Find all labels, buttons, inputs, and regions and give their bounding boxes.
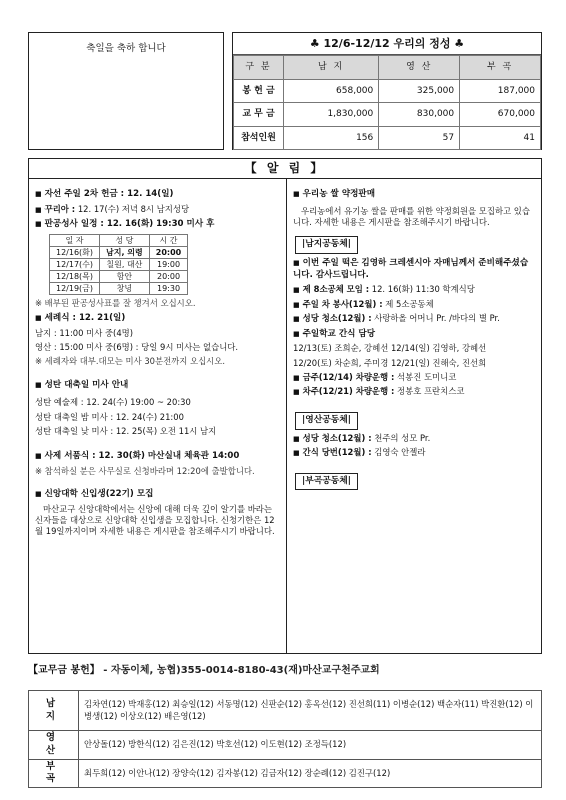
notice-item (293, 299, 534, 310)
notice-title: 이번 주일 떡은 김영하 크레센시아 자매님께서 준비해주셨습니다. 감사드립니다. (293, 258, 529, 280)
offering-table (233, 55, 541, 150)
schedule-date: 12/18(목) (50, 270, 100, 282)
offering-account-line (28, 664, 542, 682)
donor-row (29, 759, 542, 788)
schedule-date: 12/16(화) (50, 246, 100, 258)
offering-value: 658,000 (284, 79, 379, 103)
donor-row (29, 731, 542, 760)
notice-text: 영산 : 15:00 미사 중(6명) : 당일 9시 미사는 없습니다. (35, 341, 239, 352)
announcements-right-column (287, 179, 540, 653)
bullet-square-icon: ■ (293, 434, 300, 443)
account-label: 【교무금 봉헌】 (28, 665, 100, 676)
notice-title: 주일학교 간식 담당 (302, 328, 376, 339)
account-text: - 자동이체, 농협)355-0014-8180-43(재)마산교구천주교회 (99, 665, 380, 676)
offering-row (234, 103, 541, 127)
notice-text: 성탄 예술제 : 12. 24(수) 19:00 ~ 20:30 (35, 397, 191, 408)
notice-item (35, 489, 280, 501)
donor-table (28, 690, 542, 788)
notice-note: ※ 배부된 판공성사표를 잘 챙겨서 오십시오. (35, 297, 196, 308)
bullet-square-icon: ■ (293, 259, 300, 268)
offering-value: 187,000 (460, 79, 541, 103)
notice-title: 차주(12/21) 차량운행 : (302, 386, 395, 397)
notice-item (35, 189, 280, 201)
bullet-square-icon: ■ (293, 329, 300, 338)
notice-text: 성탄 대축일 밤 미사 : 12. 24(수) 21:00 (35, 411, 184, 422)
donor-row (29, 691, 542, 731)
notice-item (293, 447, 534, 458)
bullet-square-icon: ■ (293, 190, 300, 198)
notice-text: 12. 16(화) 11:30 학계식당 (369, 284, 475, 295)
offering-value: 156 (284, 126, 379, 150)
bullet-square-icon: ■ (293, 315, 300, 324)
bullet-square-icon: ■ (293, 373, 300, 382)
notice-title: 주일 차 봉사(12월) : (302, 298, 383, 309)
notice-title: 제 8소공체 모임 : (302, 284, 370, 295)
notice-title: 꾸리아 : (44, 203, 76, 214)
bullet-square-icon: ■ (293, 300, 300, 309)
schedule-church: 함안 (100, 270, 150, 282)
schedule-date: 12/19(금) (50, 282, 100, 294)
schedule-row (50, 258, 188, 270)
celebration-box (28, 32, 224, 150)
schedule-header-row (50, 234, 188, 246)
donor-community-label: 영 산 (29, 731, 79, 760)
notice-item (293, 284, 534, 295)
notice-note: ※ 참석하실 분은 사무실로 신청바라며 12:20에 출발합니다. (35, 465, 255, 476)
offering-header: 부 곡 (460, 56, 541, 80)
schedule-church: 칠원, 대산 (100, 258, 150, 270)
notice-text: 석봉진 도미니코 (394, 371, 457, 382)
notice-item (293, 433, 534, 444)
notice-item (293, 372, 534, 383)
schedule-time: 20:00 (149, 270, 187, 282)
notice-text: 12/20(토) 차순희, 주미경 12/21(일) 진해숙, 진선희 (293, 357, 487, 368)
confession-schedule-table (49, 234, 188, 295)
schedule-date: 12/17(수) (50, 258, 100, 270)
notice-text: 천주의 성모 Pr. (371, 432, 431, 443)
bullet-square-icon: ■ (35, 490, 42, 499)
schedule-row (50, 270, 188, 282)
notice-text: 김영숙 안젤라 (371, 447, 426, 458)
notice-title: 신앙대학 신입생(22기) 모집 (44, 489, 154, 500)
donor-list (28, 690, 542, 788)
notice-text: 12/13(토) 조희순, 강혜선 12/14(일) 김영하, 강혜선 (293, 343, 487, 354)
offering-value: 830,000 (379, 103, 460, 127)
donor-community-label: 부 곡 (29, 759, 79, 788)
announcements-panel (28, 158, 542, 654)
bullet-square-icon: ■ (35, 313, 42, 322)
notice-text: 제 5소공동체 (382, 298, 434, 309)
offering-row-label: 교 무 금 (234, 103, 284, 127)
notice-text: 사랑하올 어머니 Pr. /바다의 별 Pr. (371, 313, 500, 324)
schedule-church: 창녕 (100, 282, 150, 294)
offering-value: 1,830,000 (284, 103, 379, 127)
announcements-left-column (29, 179, 287, 653)
bullet-square-icon: ■ (35, 220, 42, 229)
notice-text: 남지 : 11:00 미사 중(4명) (35, 327, 134, 338)
notice-note: ※ 세례자와 대부.대모는 미사 30분전까지 오십시오. (35, 356, 226, 367)
notice-text: 우리농에서 유기농 쌀을 판매를 위한 약정회원을 모집하고 있습니다. 자세한 내용은 게시판을 참조해주시기 바랍니다. (293, 205, 530, 227)
donor-names: 최두희(12) 이안나(12) 장양숙(12) 김자봉(12) 김금자(12) 장순례(12) 김진구(12) (79, 759, 542, 788)
notice-item (35, 451, 280, 463)
notice-item (293, 329, 534, 341)
schedule-row (50, 246, 188, 258)
notice-text: 12. 17(수) 저녁 8시 남지성당 (75, 203, 190, 214)
offering-summary (232, 32, 542, 150)
bullet-square-icon: ■ (35, 452, 42, 461)
notice-title: 자선 주일 2차 헌금 : 12. 14(일) (44, 189, 174, 199)
section-heading-bugok: |부곡공동체| (295, 473, 358, 491)
notice-title: 간식 당번(12월) : (302, 447, 372, 458)
bullet-square-icon: ■ (293, 388, 300, 397)
offering-value: 41 (460, 126, 541, 150)
notice-title: 사제 서품식 : 12. 30(화) 마산실내 체육관 14:00 (44, 451, 240, 462)
schedule-header: 시 간 (149, 234, 187, 246)
bullet-square-icon: ■ (35, 205, 42, 214)
schedule-time: 19:00 (149, 258, 187, 270)
offering-header-row (234, 56, 541, 80)
announcements-heading: 【 알 림 】 (29, 159, 541, 179)
notice-title: 금주(12/14) 차량운행 : (302, 371, 395, 382)
notice-title: 판공성사 일정 : 12. 16(화) 19:30 미사 후 (44, 219, 215, 230)
schedule-row (50, 282, 188, 294)
bullet-square-icon: ■ (35, 380, 42, 389)
section-heading-yeongsan: |영산공동체| (295, 412, 358, 430)
notice-title: 우리농 쌀 약정판매 (302, 189, 376, 199)
offering-value: 670,000 (460, 103, 541, 127)
bullet-square-icon: ■ (293, 286, 300, 295)
section-heading-namji: |남지공동체| (295, 236, 358, 254)
offering-title: ♣ 12/6-12/12 우리의 정성 ♣ (233, 33, 541, 55)
notice-item (35, 219, 280, 231)
offering-row (234, 126, 541, 150)
donor-names: 안상돌(12) 방한식(12) 김은진(12) 박호선(12) 이도현(12) 조정득(12) (79, 731, 542, 760)
offering-row-label: 참석인원 (234, 126, 284, 150)
bullet-square-icon: ■ (293, 449, 300, 458)
offering-header: 영 산 (379, 56, 460, 80)
notice-title: 세례식 : 12. 21(일) (44, 312, 126, 323)
offering-header: 구 분 (234, 56, 284, 80)
notice-item (293, 258, 534, 281)
notice-title: 성당 청소(12월) : (302, 432, 372, 443)
notice-text: 마산교구 신앙대학에서는 신앙에 대해 더욱 깊이 알기를 바라는 신자들을 대상으로 신앙대학 신입생을 모집합니다. 신청기한은 12월 19일까지이며 자세한 내용은 게시판을 참조해주시기 바랍니다. (35, 503, 275, 537)
notice-title: 성당 청소(12월) : (302, 313, 372, 324)
schedule-header: 일 자 (50, 234, 100, 246)
schedule-time: 20:00 (149, 246, 187, 258)
notice-item (35, 380, 280, 392)
notice-item (293, 313, 534, 324)
notice-item (293, 386, 534, 397)
celebration-text: 축일을 축하 합니다 (86, 43, 166, 54)
donor-names: 김차연(12) 박재홍(12) 최승일(12) 서동명(12) 신판순(12) 홍옥선(12) 진선희(11) 이병순(12) 백순자(11) 박진환(12) 이병생(12) 이상오(12) 배은영(12) (79, 691, 542, 731)
schedule-church: 남지, 의령 (100, 246, 150, 258)
notice-text: 성탄 대축일 낮 미사 : 12. 25(목) 오전 11시 남지 (35, 425, 217, 436)
notice-title: 성탄 대축일 미사 안내 (44, 379, 129, 390)
notice-text: 정봉호 프란치스코 (394, 386, 465, 397)
offering-value: 57 (379, 126, 460, 150)
offering-value: 325,000 (379, 79, 460, 103)
notice-item (35, 313, 280, 325)
schedule-time: 19:30 (149, 282, 187, 294)
notice-item (293, 189, 534, 201)
bullet-square-icon: ■ (35, 190, 42, 198)
donor-community-label: 남 지 (29, 691, 79, 731)
schedule-header: 성 당 (100, 234, 150, 246)
offering-header: 남 지 (284, 56, 379, 80)
offering-row-label: 봉 헌 금 (234, 79, 284, 103)
offering-row (234, 79, 541, 103)
notice-item (35, 204, 280, 215)
